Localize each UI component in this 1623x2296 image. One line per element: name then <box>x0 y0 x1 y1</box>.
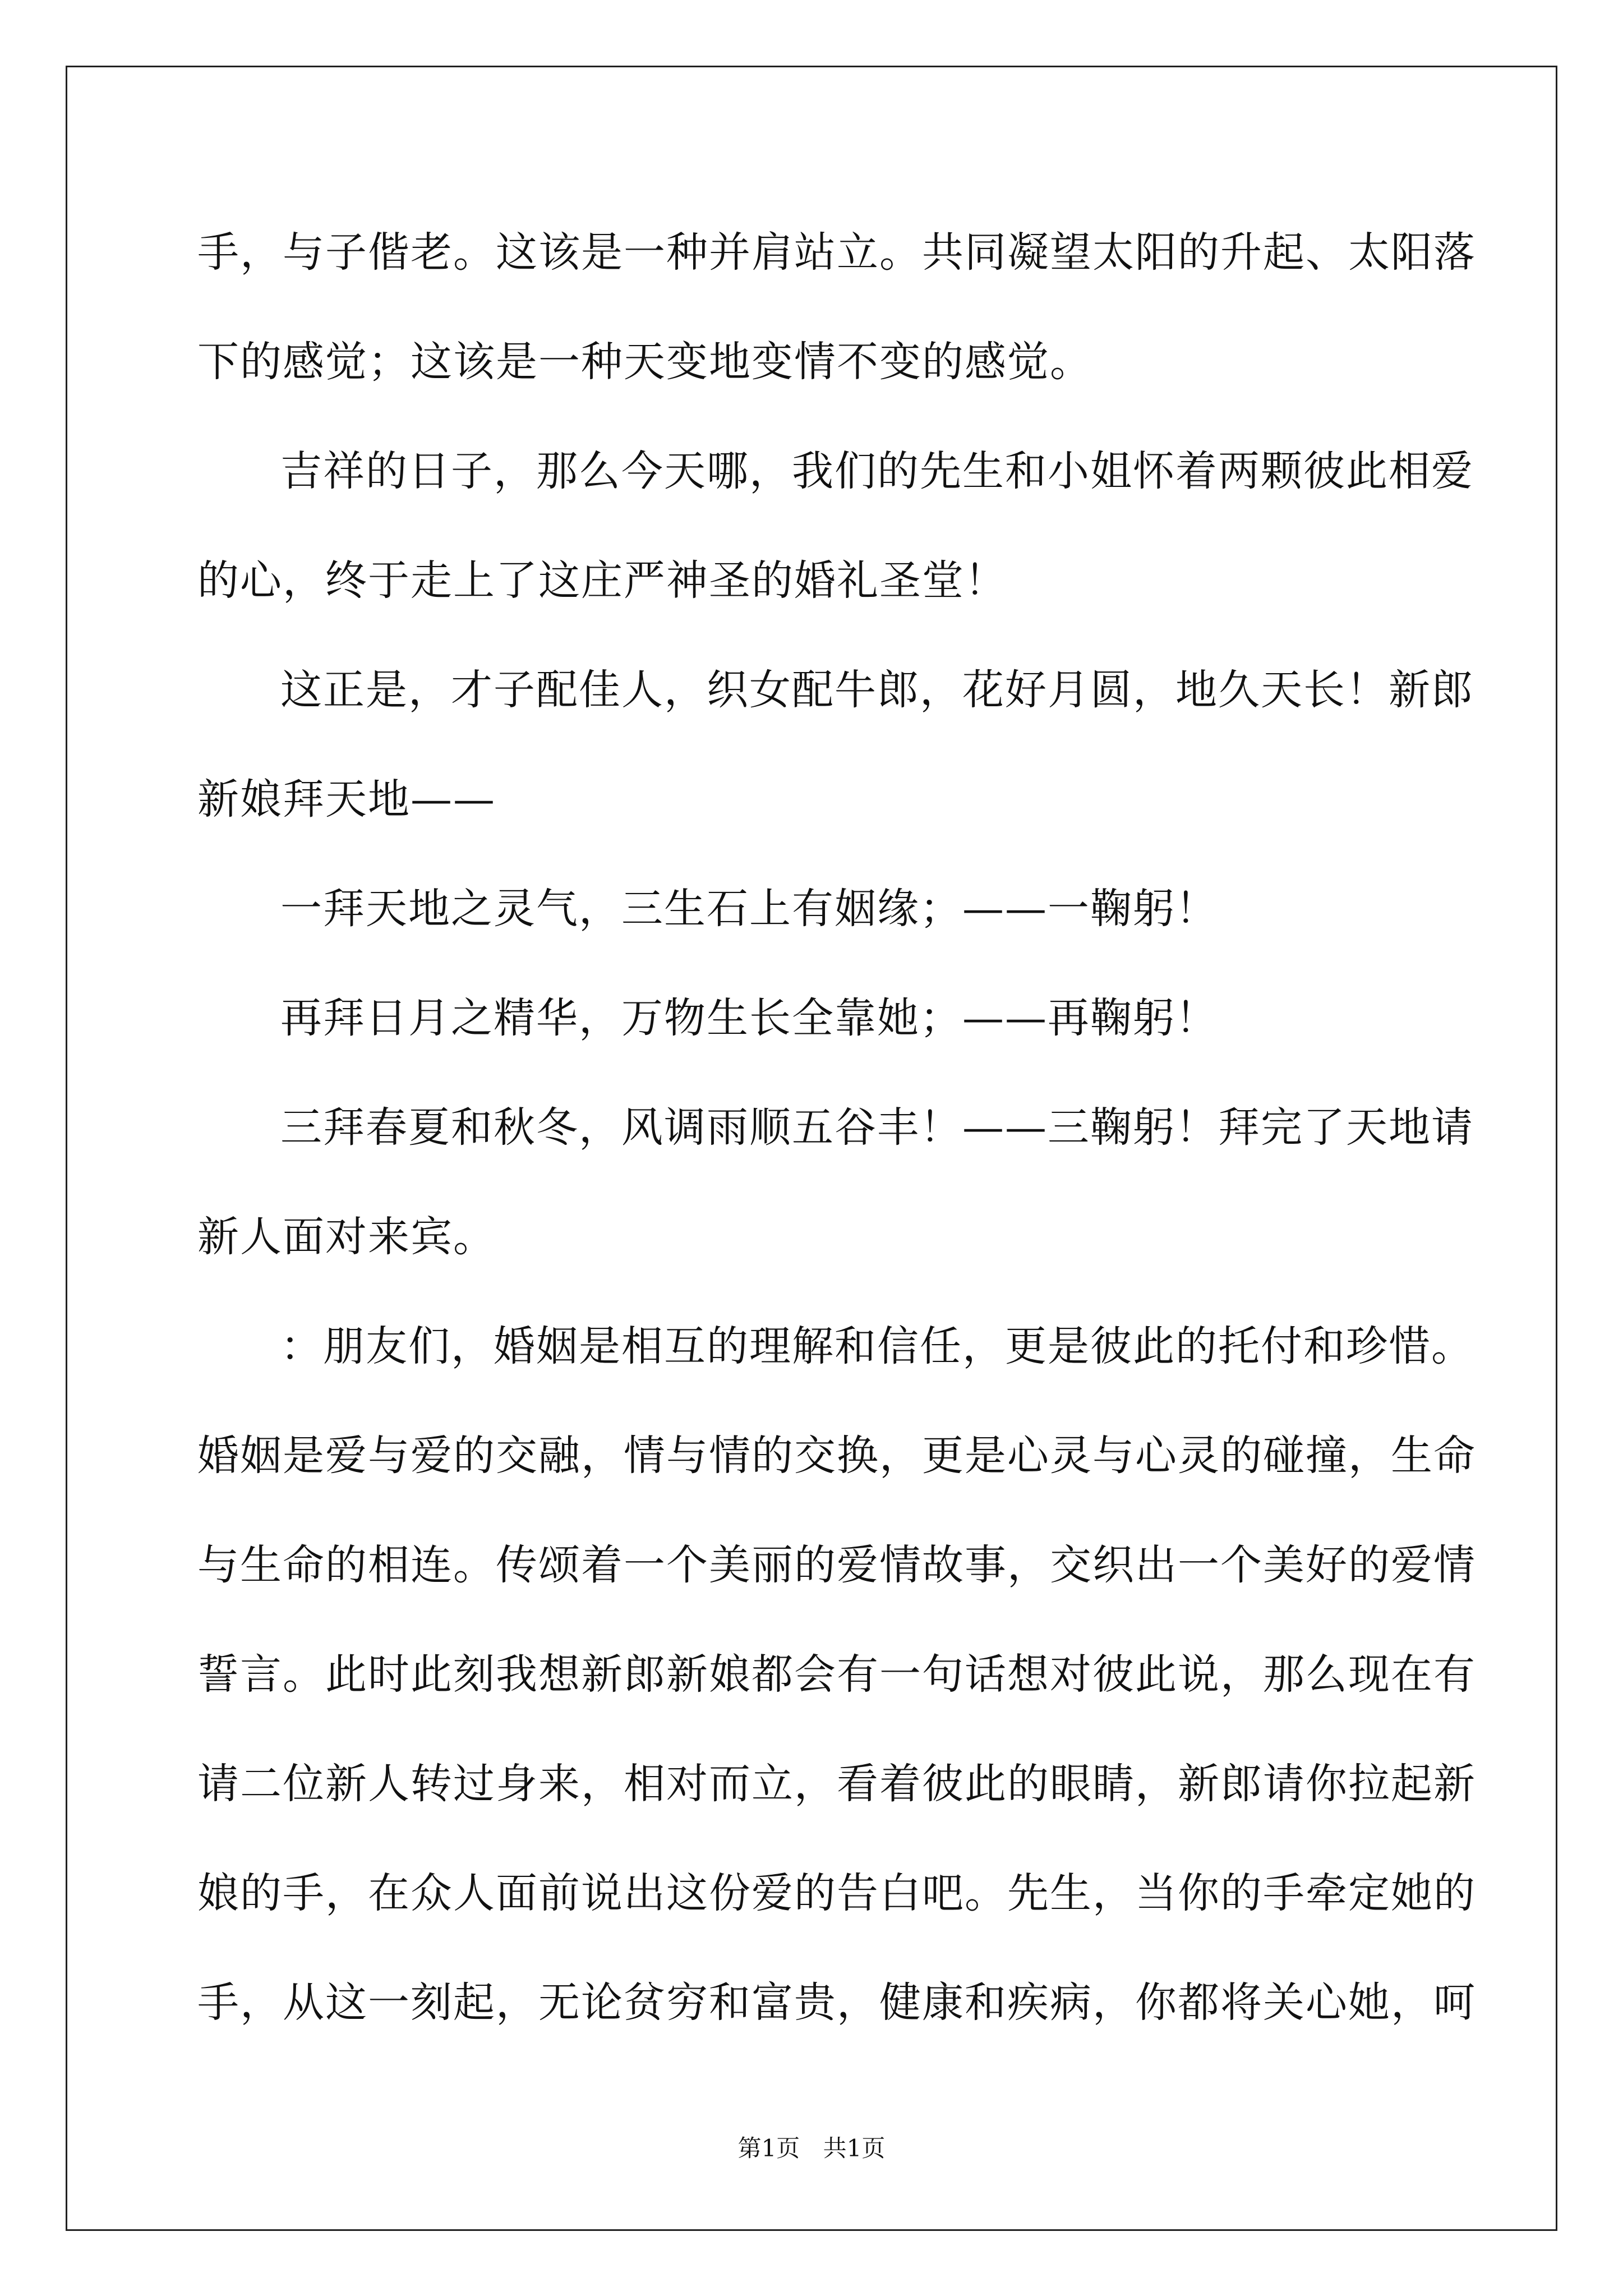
text-line: 誓言。此时此刻我想新郎新娘都会有一句话想对彼此说，那么现在有 <box>197 1650 1476 1699</box>
page-number: 第1页 <box>737 2134 800 2162</box>
text-line: 三拜春夏和秋冬，风调雨顺五谷丰！——三鞠躬！拜完了天地请 <box>280 1103 1474 1152</box>
text-line: 这正是，才子配佳人，织女配牛郎，花好月圆，地久天长！新郎 <box>280 666 1474 714</box>
text-line: 请二位新人转过身来，相对而立，看着彼此的眼睛，新郎请你拉起新 <box>197 1760 1476 1808</box>
text-line: 与生命的相连。传颂着一个美丽的爱情故事，交织出一个美好的爱情 <box>197 1541 1476 1589</box>
page-total: 共1页 <box>823 2134 886 2162</box>
text-line: 下的感觉；这该是一种天变地变情不变的感觉。 <box>197 338 1092 386</box>
page-footer <box>0 2132 1623 2165</box>
text-line: 手，与子偕老。这该是一种并肩站立。共同凝望太阳的升起、太阳落 <box>197 228 1476 277</box>
text-line: ：朋友们，婚姻是相互的理解和信任，更是彼此的托付和珍惜。 <box>280 1322 1474 1370</box>
text-line: 一拜天地之灵气，三生石上有姻缘；——一鞠躬！ <box>280 885 1218 933</box>
text-line: 再拜日月之精华，万物生长全靠她；——再鞠躬！ <box>280 994 1218 1042</box>
text-line: 新娘拜天地—— <box>197 775 496 823</box>
text-line: 婚姻是爱与爱的交融，情与情的交换，更是心灵与心灵的碰撞，生命 <box>197 1432 1476 1480</box>
text-line: 新人面对来宾。 <box>197 1213 496 1261</box>
text-line: 的心，终于走上了这庄严神圣的婚礼圣堂！ <box>197 556 1007 605</box>
text-line: 娘的手，在众人面前说出这份爱的告白吧。先生，当你的手牵定她的 <box>197 1869 1476 1917</box>
text-line: 吉祥的日子，那么今天哪，我们的先生和小姐怀着两颗彼此相爱 <box>280 447 1474 495</box>
text-line: 手，从这一刻起，无论贫穷和富贵，健康和疾病，你都将关心她，呵 <box>197 1978 1476 2027</box>
